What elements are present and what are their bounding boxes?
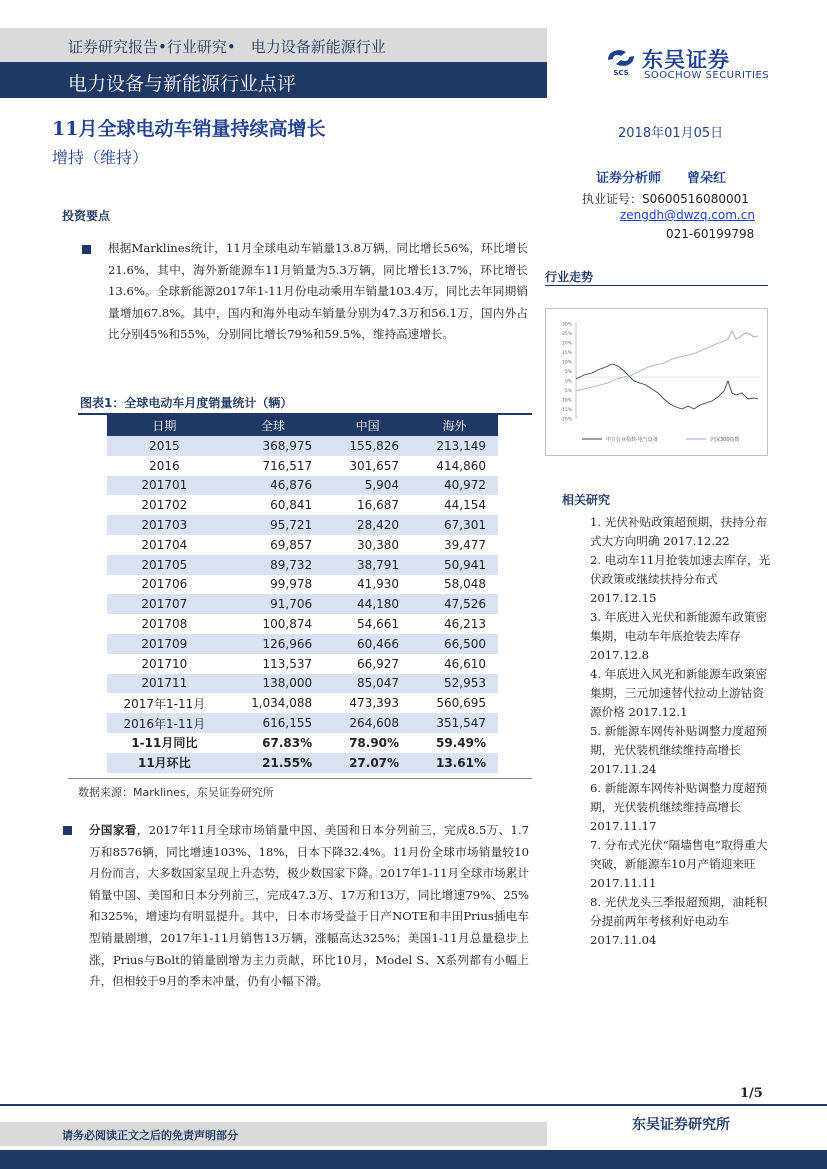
table-cell-value: 52,953 xyxy=(411,674,498,694)
table-row xyxy=(107,436,498,456)
table-row xyxy=(107,495,498,515)
table-cell-date: 201705 xyxy=(107,555,222,575)
bullet-icon xyxy=(82,245,91,254)
related-item[interactable]: 4. 年底进入风光和新能源车政策密集期，三元加速替代拉动上游钴资源价格 2017.12.1 xyxy=(590,667,768,719)
table-cell-date: 201703 xyxy=(107,515,222,535)
table-cell-date: 201707 xyxy=(107,594,222,614)
trend-y-tick: 0% xyxy=(564,379,572,385)
table-cell-value: 716,517 xyxy=(222,456,324,476)
table-cell-value: 91,706 xyxy=(222,594,324,614)
table-cell-value: 1,034,088 xyxy=(222,693,324,713)
table-cell-value: 16,687 xyxy=(324,495,411,515)
table-cell-value: 264,608 xyxy=(324,713,411,733)
related-item[interactable]: 8. 光伏龙头三季报超预期，油耗积分提前两年考核利好电动车 2017.11.04 xyxy=(590,895,768,947)
table-cell-value: 54,661 xyxy=(324,614,411,634)
table-cell-value: 85,047 xyxy=(324,674,411,694)
table-cell-value: 616,155 xyxy=(222,713,324,733)
table-cell-value: 58,048 xyxy=(411,575,498,595)
table-cell-value: 13.61% xyxy=(411,753,498,773)
trend-rule xyxy=(545,285,768,286)
table-cell-value: 138,000 xyxy=(222,674,324,694)
table-cell-value: 46,610 xyxy=(411,654,498,674)
country-text: ，2017年11月全球市场销量中国、美国和日本分列前三，完成8.5万、1.7万和8576辆，同比增速103%、18%，日本下降32.4%。11月份全球市场销量较10月份而言，大多数国家呈现上升态势，极少数国家下降。2017年1-11月全球市场累计销量中国、美国和日本分列前三，完成47.3万、17万和13万，同比增速79%、25%和325%，增速均有明显提升。其中，日本市场受益于日产NOTE和丰田Prius插电车型销量剧增，2017年1-11月销售13万辆，涨幅高达325%；美国1-11月总量稳步上涨，Prius与Bolt的销量剧增为主力贡献，环比10月，Model S、X系列都有小幅上升，但相较于9月的季末冲量，仍有小幅下滑。 xyxy=(89,823,529,989)
trend-y-tick: 20% xyxy=(561,341,572,347)
related-item[interactable]: 1. 光伏补贴政策超预期，扶持分布式大方向明确 2017.12.22 xyxy=(590,515,768,548)
table-cell-value: 46,213 xyxy=(411,614,498,634)
related-item[interactable]: 5. 新能源车网传补贴调整力度超预期，光伏装机继续维持高增长 2017.11.24 xyxy=(590,724,768,776)
logo-mark-text: SCS xyxy=(613,69,629,76)
table-row xyxy=(107,456,498,476)
trend-y-tick: -15% xyxy=(560,408,572,413)
table-row xyxy=(107,614,498,634)
page-number: 1/5 xyxy=(740,1086,763,1101)
bottom-bar xyxy=(0,1150,827,1169)
table-cell-value: 414,860 xyxy=(411,456,498,476)
breadcrumb-band xyxy=(0,28,547,62)
table-cell-value: 66,500 xyxy=(411,634,498,654)
table-cell-value: 46,876 xyxy=(222,476,324,496)
table-row xyxy=(107,535,498,555)
table-cell-value: 69,857 xyxy=(222,535,324,555)
table-cell-value: 38,791 xyxy=(324,555,411,575)
related-heading: 相关研究 xyxy=(562,493,611,507)
table-cell-value: 67.83% xyxy=(222,733,324,753)
legend-industry: 申万行业指数-电气设备 xyxy=(606,437,658,443)
country-lead: 分国家看 xyxy=(89,823,137,837)
trend-y-tick: -5% xyxy=(563,389,572,394)
soochow-logo-icon xyxy=(604,46,638,76)
table-cell-date: 201710 xyxy=(107,654,222,674)
report-title: 11月全球电动车销量持续高增长 xyxy=(52,118,326,140)
legend-hs300: 沪深300指数 xyxy=(710,437,740,443)
figure-title: 图表1：全球电动车月度销量统计（辆） xyxy=(80,396,293,410)
table-header: 中国 xyxy=(324,415,411,436)
bullet-icon xyxy=(63,826,72,835)
trend-line-hs300 xyxy=(576,331,758,391)
table-cell-value: 99,978 xyxy=(222,575,324,595)
table-cell-value: 301,657 xyxy=(324,456,411,476)
logo-name-cn: 东吴证券 xyxy=(642,48,730,72)
figure-source: 数据来源：Marklines，东吴证券研究所 xyxy=(78,786,274,799)
table-header: 全球 xyxy=(222,415,324,436)
table-cell-value: 368,975 xyxy=(222,436,324,456)
table-cell-date: 201708 xyxy=(107,614,222,634)
analyst-email-link[interactable]: zengdh@dwzq.com.cn xyxy=(620,208,755,222)
invest-heading: 投资要点 xyxy=(62,209,111,223)
trend-y-tick: 15% xyxy=(561,351,572,356)
table-cell-date: 201701 xyxy=(107,476,222,496)
trend-y-tick: -10% xyxy=(560,398,572,404)
sales-table xyxy=(107,415,498,773)
analyst-phone: 021-60199798 xyxy=(666,227,755,241)
table-cell-value: 21.55% xyxy=(222,753,324,773)
table-row xyxy=(107,674,498,694)
table-cell-value: 5,904 xyxy=(324,476,411,496)
table-cell-value: 41,930 xyxy=(324,575,411,595)
table-cell-value: 39,477 xyxy=(411,535,498,555)
table-row xyxy=(107,575,498,595)
table-cell-value: 113,537 xyxy=(222,654,324,674)
table-row xyxy=(107,693,498,713)
related-item[interactable]: 6. 新能源车网传补贴调整力度超预期，光伏装机继续维持高增长 2017.11.17 xyxy=(590,781,768,833)
disclaimer-band xyxy=(0,1122,547,1146)
trend-y-tick: 30% xyxy=(561,322,572,328)
table-cell-value: 66,927 xyxy=(324,654,411,674)
related-item[interactable]: 3. 年底进入光伏和新能源车政策密集期，电动车年底抢装去库存 2017.12.8 xyxy=(590,610,768,662)
table-cell-date: 2015 xyxy=(107,436,222,456)
trend-heading: 行业走势 xyxy=(545,270,594,284)
trend-y-tick: -20% xyxy=(560,417,572,423)
trend-y-tick: 10% xyxy=(561,360,572,366)
related-item[interactable]: 2. 电动车11月抢装加速去库存，光伏政策或继续扶持分布式 2017.12.15 xyxy=(590,553,771,605)
table-cell-date: 2016年1-11月 xyxy=(107,713,222,733)
table-header: 海外 xyxy=(411,415,498,436)
table-row xyxy=(107,515,498,535)
table-header: 日期 xyxy=(107,415,222,436)
table-cell-value: 155,826 xyxy=(324,436,411,456)
table-row xyxy=(107,634,498,654)
table-row xyxy=(107,654,498,674)
table-cell-value: 44,180 xyxy=(324,594,411,614)
logo-name-en: SOOCHOW SECURITIES xyxy=(644,70,770,81)
summary-paragraph: 根据Marklines统计，11月全球电动车销量13.8万辆，同比增长56%，环比增长21.6%，其中，海外新能源车11月销量为5.3万辆，同比增长13.7%，环比增长13.6%。全球新能源2017年1-11月份电动乘用车销量103.4万，同比去年同期销量增加67.8%。其中，国内和海外电动车销量分别为47.3万和56.1万，国内外占比分别45%和55%，分别同比增长79%和59.5%，维持高速增长。 xyxy=(108,241,528,342)
table-row xyxy=(107,476,498,496)
table-cell-value: 40,972 xyxy=(411,476,498,496)
table-cell-value: 67,301 xyxy=(411,515,498,535)
table-cell-value: 351,547 xyxy=(411,713,498,733)
table-cell-value: 50,941 xyxy=(411,555,498,575)
table-cell-value: 60,841 xyxy=(222,495,324,515)
section-title: 电力设备与新能源行业点评 xyxy=(68,73,297,95)
table-cell-value: 89,732 xyxy=(222,555,324,575)
table-header-row xyxy=(107,415,498,436)
source-rule xyxy=(68,778,532,779)
table-cell-value: 28,420 xyxy=(324,515,411,535)
footer-rule xyxy=(0,1104,827,1106)
table-cell-value: 60,466 xyxy=(324,634,411,654)
table-cell-date: 2017年1-11月 xyxy=(107,693,222,713)
disclaimer: 请务必阅读正文之后的免责声明部分 xyxy=(62,1129,238,1142)
institute-name: 东吴证券研究所 xyxy=(632,1117,730,1133)
table-cell-value: 213,149 xyxy=(411,436,498,456)
section-title-band xyxy=(0,62,547,98)
table-cell-value: 560,695 xyxy=(411,693,498,713)
table-cell-date: 1-11月同比 xyxy=(107,733,222,753)
table-row xyxy=(107,713,498,733)
table-cell-value: 59.49% xyxy=(411,733,498,753)
table-cell-value: 95,721 xyxy=(222,515,324,535)
table-cell-date: 11月环比 xyxy=(107,753,222,773)
trend-chart-svg xyxy=(546,309,767,455)
table-row xyxy=(107,555,498,575)
table-row xyxy=(107,594,498,614)
table-cell-value: 473,393 xyxy=(324,693,411,713)
rating: 增持（维持） xyxy=(52,148,149,167)
table-row xyxy=(107,733,498,753)
trend-y-tick: 5% xyxy=(564,370,572,375)
table-cell-date: 201709 xyxy=(107,634,222,654)
table-cell-value: 100,874 xyxy=(222,614,324,634)
analyst-cert: 执业证号：S0600516080001 xyxy=(582,192,749,206)
related-list xyxy=(590,513,775,950)
table-cell-value: 27.07% xyxy=(324,753,411,773)
table-row xyxy=(107,753,498,773)
table-cell-date: 201706 xyxy=(107,575,222,595)
report-date: 2018年01月05日 xyxy=(618,126,724,141)
table-cell-date: 201702 xyxy=(107,495,222,515)
table-cell-value: 78.90% xyxy=(324,733,411,753)
table-cell-value: 30,380 xyxy=(324,535,411,555)
table-cell-value: 126,966 xyxy=(222,634,324,654)
table-cell-date: 2016 xyxy=(107,456,222,476)
trend-y-tick: 25% xyxy=(561,332,572,337)
table-cell-value: 44,154 xyxy=(411,495,498,515)
table-cell-date: 201711 xyxy=(107,674,222,694)
related-item[interactable]: 7. 分布式光伏“隔墙售电”取得重大突破，新能源车10月产销迎来旺 2017.11.11 xyxy=(590,838,768,890)
trend-chart xyxy=(545,308,768,456)
trend-line-industry xyxy=(576,364,758,409)
breadcrumb: 证券研究报告•行业研究• 电力设备新能源行业 xyxy=(68,38,386,56)
country-paragraph xyxy=(89,820,529,993)
table-cell-value: 47,526 xyxy=(411,594,498,614)
table-cell-date: 201704 xyxy=(107,535,222,555)
analyst-name: 证券分析师 曾朵红 xyxy=(596,171,727,186)
